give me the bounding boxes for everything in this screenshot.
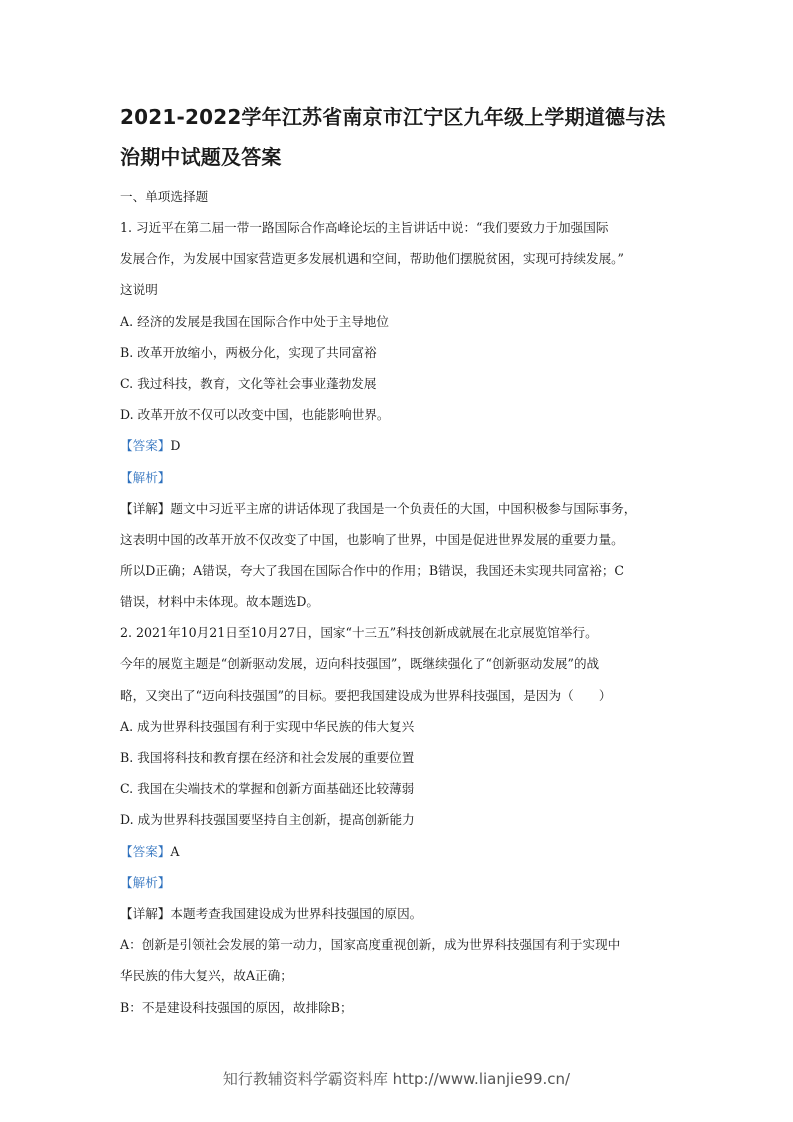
question-2-stem-line-1: 2. 2021年10月21日至10月27日，国家“十三五”科技创新成就展在北京展览馆举行。: [120, 625, 598, 640]
question-2-option-a: A. 成为世界科技强国有利于实现中华民族的伟大复兴: [120, 719, 415, 734]
question-1-option-b: B. 改革开放缩小，两极分化，实现了共同富裕: [120, 345, 377, 360]
question-2-option-c: C. 我国在尖端技术的掌握和创新方面基础还比较薄弱: [120, 781, 415, 796]
detail-tag: 【详解】: [120, 501, 171, 516]
question-1-detail-line-3: 所以D正确；A错误，夸大了我国在国际合作中的作用；B错误，我国还未实现共同富裕；C: [120, 563, 625, 578]
answer-value: D: [170, 438, 181, 453]
footer-watermark: 知行教辅资料学霸资料库 http://www.lianjie99.cn/: [222, 1070, 571, 1088]
question-2-analysis: [120, 873, 170, 893]
question-1-stem-line-2: 发展合作，为发展中国家营造更多发展机遇和空间，帮助他们摆脱贫困，实现可持续发展。”: [120, 251, 624, 266]
question-1-stem-line-3: 这说明: [120, 282, 158, 297]
analysis-tag: 【解析】: [120, 470, 171, 485]
question-2-detail-line-2: A：创新是引领社会发展的第一动力，国家高度重视创新，成为世界科技强国有利于实现中: [120, 937, 621, 952]
question-2-detail-line-4: B：不是建设科技强国的原因，故排除B；: [120, 1000, 353, 1015]
answer-tag: 【答案】: [120, 438, 171, 453]
question-2-option-b: B. 我国将科技和教育摆在经济和社会发展的重要位置: [120, 750, 415, 765]
answer-value: A: [170, 844, 180, 859]
question-2-answer: [120, 842, 179, 862]
question-2-detail-line-3: 华民族的伟大复兴，故A正确；: [120, 968, 293, 983]
detail-tag: 【详解】: [120, 906, 171, 921]
question-2-stem-line-3: 略，又突出了“迈向科技强国”的目标。要把我国建设成为世界科技强国，是因为（ ）: [120, 688, 612, 703]
question-1-detail-line-4: 错误，材料中未体现。故本题选D。: [120, 594, 320, 609]
question-1-option-a: A. 经济的发展是我国在国际合作中处于主导地位: [120, 314, 389, 329]
answer-tag: 【答案】: [120, 844, 171, 859]
question-1-stem-line-1: 1. 习近平在第二届一带一路国际合作高峰论坛的主旨讲话中说：“我们要致力于加强国际: [120, 220, 609, 235]
detail-text: 本题考查我国建设成为世界科技强国的原因。: [170, 906, 423, 921]
section-heading: 一、单项选择题: [120, 189, 209, 204]
question-2-detail-line-1: [120, 904, 422, 924]
question-1-analysis: [120, 468, 170, 488]
question-2-option-d: D. 成为世界科技强国要坚持自主创新，提高创新能力: [120, 812, 415, 827]
question-1-option-d: D. 改革开放不仅可以改变中国，也能影响世界。: [120, 407, 390, 422]
question-1-answer: [120, 436, 180, 456]
question-2-stem-line-2: 今年的展览主题是“创新驱动发展，迈向科技强国”，既继续强化了“创新驱动发展”的战: [120, 656, 600, 671]
question-1-detail-line-1: [120, 499, 636, 519]
document-title: 2021-2022学年江苏省南京市江宁区九年级上学期道德与法治期中试题及答案: [120, 105, 666, 169]
question-1-option-c: C. 我过科技，教育，文化等社会事业蓬勃发展: [120, 376, 377, 391]
analysis-tag: 【解析】: [120, 875, 171, 890]
question-1-detail-line-2: 这表明中国的改革开放不仅改变了中国，也影响了世界，中国是促进世界发展的重要力量。: [120, 532, 624, 547]
detail-text: 题文中习近平主席的讲话体现了我国是一个负责任的大国，中国积极参与国际事务，: [170, 501, 637, 516]
